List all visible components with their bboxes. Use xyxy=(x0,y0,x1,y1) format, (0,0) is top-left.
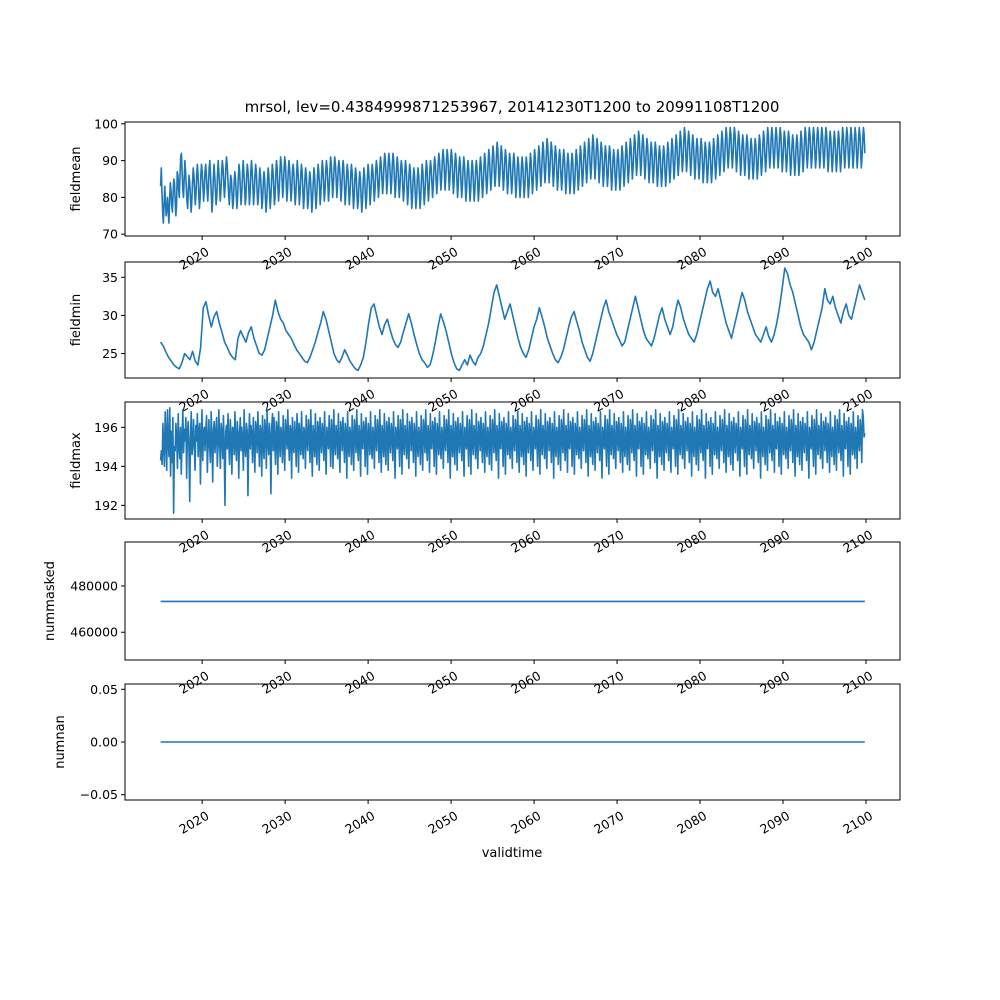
y-tick-label: 35 xyxy=(102,269,118,285)
chart-title: mrsol, lev=0.4384999871253967, 20141230T1200 to 20991108T1200 xyxy=(244,98,780,116)
x-tick-label: 2090 xyxy=(757,243,793,273)
x-tick-label: 2040 xyxy=(342,243,378,273)
y-axis-label: fieldmin xyxy=(69,293,84,347)
y-tick-label: 25 xyxy=(102,346,118,362)
x-tick-label: 2020 xyxy=(176,385,212,415)
y-tick-label: 0.05 xyxy=(90,681,118,697)
x-tick-label: 2090 xyxy=(757,807,793,837)
x-tick-label: 2050 xyxy=(425,385,461,415)
series-line-fieldmean xyxy=(161,128,865,224)
y-axis-label: fieldmean xyxy=(69,146,84,212)
series-line-fieldmax xyxy=(161,408,865,513)
y-tick-label: 90 xyxy=(102,153,118,169)
x-tick-label: 2080 xyxy=(674,385,710,415)
x-tick-label: 2060 xyxy=(508,385,544,415)
x-tick-label: 2020 xyxy=(176,667,212,697)
x-tick-label: 2090 xyxy=(757,385,793,415)
x-tick-label: 2060 xyxy=(508,667,544,697)
x-tick-label: 2100 xyxy=(840,667,876,697)
x-tick-label: 2030 xyxy=(259,526,295,556)
x-tick-label: 2080 xyxy=(674,526,710,556)
panel-fieldmax xyxy=(69,402,900,556)
x-tick-label: 2050 xyxy=(425,667,461,697)
y-tick-label: 460000 xyxy=(70,624,118,640)
x-tick-label: 2060 xyxy=(508,243,544,273)
x-tick-label: 2100 xyxy=(840,243,876,273)
x-tick-label: 2030 xyxy=(259,807,295,837)
x-tick-label: 2080 xyxy=(674,667,710,697)
series-line-fieldmin xyxy=(161,268,865,370)
x-axis-label: validtime xyxy=(481,846,543,861)
x-tick-label: 2020 xyxy=(176,807,212,837)
x-tick-label: 2050 xyxy=(425,526,461,556)
x-tick-label: 2030 xyxy=(259,243,295,273)
x-tick-label: 2040 xyxy=(342,807,378,837)
y-tick-label: 80 xyxy=(102,189,118,205)
y-axis-label: fieldmax xyxy=(69,432,84,489)
panels xyxy=(43,116,900,836)
y-tick-label: 194 xyxy=(94,458,118,474)
x-tick-label: 2100 xyxy=(840,526,876,556)
x-tick-label: 2080 xyxy=(674,807,710,837)
y-tick-label: 196 xyxy=(94,419,118,435)
y-tick-label: 70 xyxy=(102,226,118,242)
x-tick-label: 2070 xyxy=(591,667,627,697)
x-tick-label: 2070 xyxy=(591,385,627,415)
x-tick-label: 2040 xyxy=(342,385,378,415)
y-axis-label: numnan xyxy=(53,715,68,769)
x-tick-label: 2020 xyxy=(176,526,212,556)
x-tick-label: 2030 xyxy=(259,385,295,415)
x-tick-label: 2070 xyxy=(591,243,627,273)
x-tick-label: 2100 xyxy=(840,807,876,837)
x-tick-label: 2060 xyxy=(508,526,544,556)
x-tick-label: 2040 xyxy=(342,667,378,697)
y-tick-label: −0.05 xyxy=(79,787,118,803)
panel-nummasked xyxy=(43,542,900,697)
x-tick-label: 2050 xyxy=(425,807,461,837)
x-tick-label: 2060 xyxy=(508,807,544,837)
x-tick-label: 2050 xyxy=(425,243,461,273)
y-tick-label: 100 xyxy=(94,116,118,132)
y-axis-label: nummasked xyxy=(43,561,58,641)
y-tick-label: 30 xyxy=(102,307,118,323)
x-tick-label: 2040 xyxy=(342,526,378,556)
panel-fieldmean xyxy=(69,116,900,272)
y-tick-label: 480000 xyxy=(70,578,118,594)
x-tick-label: 2090 xyxy=(757,526,793,556)
panel-numnan xyxy=(53,682,900,837)
x-tick-label: 2030 xyxy=(259,667,295,697)
x-tick-label: 2090 xyxy=(757,667,793,697)
y-tick-label: 0.00 xyxy=(90,734,118,750)
x-tick-label: 2100 xyxy=(840,385,876,415)
x-tick-label: 2020 xyxy=(176,243,212,273)
x-tick-label: 2080 xyxy=(674,243,710,273)
y-tick-label: 192 xyxy=(94,497,118,513)
x-tick-label: 2070 xyxy=(591,526,627,556)
x-tick-label: 2070 xyxy=(591,807,627,837)
panel-fieldmin xyxy=(69,262,900,415)
